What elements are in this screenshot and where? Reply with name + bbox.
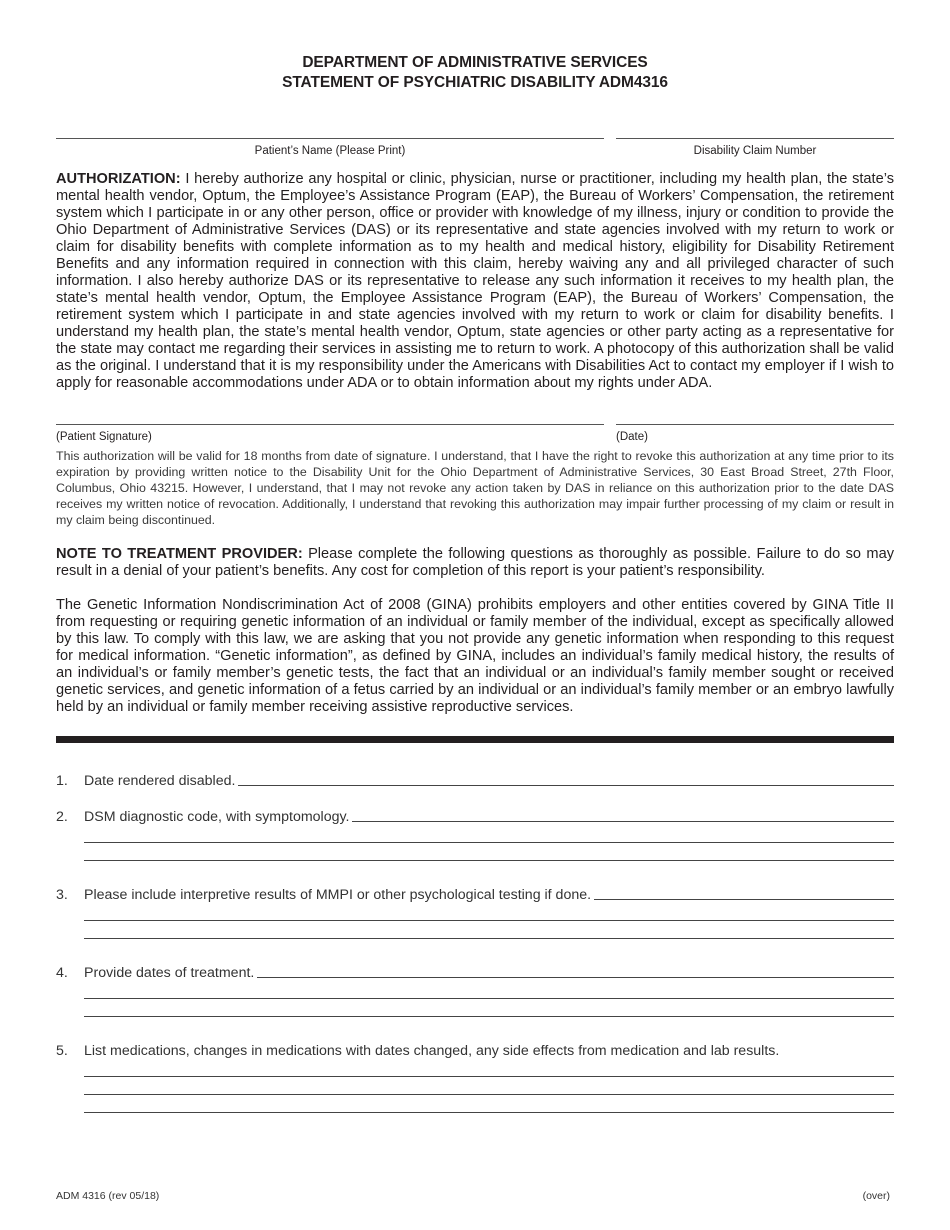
page-footer <box>56 1190 890 1202</box>
title-line-2: STATEMENT OF PSYCHIATRIC DISABILITY ADM4316 <box>282 74 668 91</box>
question-2-answer-line[interactable] <box>352 821 894 822</box>
patient-name-line[interactable] <box>56 138 604 139</box>
question-4-answer-line[interactable] <box>257 977 894 978</box>
question-2-number: 2. <box>56 809 68 825</box>
title-line-1: DEPARTMENT OF ADMINISTRATIVE SERVICES <box>302 54 648 71</box>
patient-signature-field[interactable] <box>56 424 604 443</box>
question-5-answer-line-1[interactable] <box>84 1059 894 1077</box>
provider-note <box>56 546 894 580</box>
claim-number-line[interactable] <box>616 138 894 139</box>
question-1-answer-line[interactable] <box>238 785 894 786</box>
authorization-lead: AUTHORIZATION: <box>56 171 181 187</box>
question-3-text: Please include interpretive results of MMPI or other psychological testing if done. <box>84 887 592 903</box>
section-divider <box>56 736 894 743</box>
question-3-answer-line-3[interactable] <box>84 921 894 939</box>
question-1 <box>56 769 894 789</box>
validity-note: This authorization will be valid for 18 months from date of signature. I understand, that I have the right to revoke this authorization at any time prior to its expiration by providing written notice to the Disability Unit for the Ohio Department of Administrative Services, 30 East Broad Street, 27th Floor, Columbus, Ohio 43215. However, I understand, that I may not revoke any action taken by DAS in reliance on this authorization prior to the date DAS receives my written notice of revocation. Additionally, I understand that revoking this authorization may impair further processing of my claim or result in my claim being discontinued. <box>56 449 894 527</box>
question-5-number: 5. <box>56 1043 68 1059</box>
top-fields-row <box>56 138 894 157</box>
over-label: (over) <box>862 1190 890 1202</box>
question-5 <box>56 1039 894 1113</box>
provider-note-text: Please complete the following questions as thoroughly as possible. Failure to do so may result in a denial of your patient’s benefits. Any cost for completion of this report is your patient’s responsibility. <box>56 546 894 579</box>
gina-note: The Genetic Information Nondiscrimination Act of 2008 (GINA) prohibits employers and other entities covered by GINA Title II from requesting or requiring genetic information of an individual or family member of the individual, except as specifically allowed by this law. To comply with this law, we are asking that you not provide any genetic information when responding to this request for medical information. “Genetic information”, as defined by GINA, includes an individual’s family medical history, the results of an individual’s or family member’s genetic tests, the fact that an individual or an individual’s family member sought or received genetic services, and genetic information of a fetus carried by an individual or an individual’s family member or an embryo lawfully held by an individual or family member receiving assistive reproductive services. <box>56 597 894 715</box>
claim-number-label: Disability Claim Number <box>693 145 817 157</box>
question-4-answer-line-3[interactable] <box>84 999 894 1017</box>
question-3-answer-line-2[interactable] <box>84 903 894 921</box>
question-4-number: 4. <box>56 965 68 981</box>
question-2-answer-line-3[interactable] <box>84 843 894 861</box>
question-2 <box>56 805 894 861</box>
question-1-text: Date rendered disabled. <box>84 773 236 789</box>
question-4 <box>56 961 894 1017</box>
question-3-answer-line[interactable] <box>594 899 894 900</box>
form-title <box>56 53 894 93</box>
question-2-text: DSM diagnostic code, with symptomology. <box>84 809 350 825</box>
question-4-answer-line-2[interactable] <box>84 981 894 999</box>
patient-name-field[interactable] <box>56 138 604 157</box>
patient-name-label: Patient’s Name (Please Print) <box>254 145 406 157</box>
question-3 <box>56 883 894 939</box>
date-label: (Date) <box>616 431 648 443</box>
question-5-text: List medications, changes in medications with dates changed, any side effects from medication and lab results. <box>84 1043 780 1059</box>
signature-row <box>56 424 894 443</box>
form-id: ADM 4316 (rev 05/18) <box>56 1190 160 1202</box>
authorization-paragraph <box>56 171 894 392</box>
question-4-text: Provide dates of treatment. <box>84 965 255 981</box>
question-2-answer-line-2[interactable] <box>84 825 894 843</box>
question-1-number: 1. <box>56 773 68 789</box>
question-5-answer-line-3[interactable] <box>84 1095 894 1113</box>
provider-note-lead: NOTE TO TREATMENT PROVIDER: <box>56 546 303 562</box>
date-line[interactable] <box>616 424 894 425</box>
question-5-answer-line-2[interactable] <box>84 1077 894 1095</box>
claim-number-field[interactable] <box>616 138 894 157</box>
patient-signature-line[interactable] <box>56 424 604 425</box>
authorization-text: I hereby authorize any hospital or clinic, physician, nurse or practitioner, including my health plan, the state’s mental health vendor, Optum, the Employee’s Assistance Program (EAP), the Bureau of Workers’ Compensation, the retirement system which I participate in or any other person, office or provider with knowledge of my illness, injury or condition to provide the Ohio Department of Administrative Services (DAS) or its representative and state agencies involved with my return to work or claim for disability benefits with complete information as to my health and medical history, eligibility for Disability Retirement Benefits and any information required in connection with this claim, hereby waiving any and all privileged character of such information. I also hereby authorize DAS or its representative to release any such information it receives to my health plan, the state’s mental health vendor, Optum, the Employee Assistance Program (EAP), the Bureau of Workers’ Compensation, the retirement system which I participate in and state agencies involved with my return to work or claim for disability benefits. I understand my health plan, the state’s mental health vendor, Optum, state agencies or other party acting as a representative for the state may contact me regarding their services in assisting me to return to work. A photocopy of this authorization shall be valid as the original. I understand that it is my responsibility under the Americans with Disabilities Act to contact my employer if I wish to apply for reasonable accommodations under ADA or to obtain information about my rights under ADA. <box>56 171 894 391</box>
form-page <box>56 0 894 1113</box>
date-field[interactable] <box>616 424 894 443</box>
question-3-number: 3. <box>56 887 68 903</box>
patient-signature-label: (Patient Signature) <box>56 431 152 443</box>
